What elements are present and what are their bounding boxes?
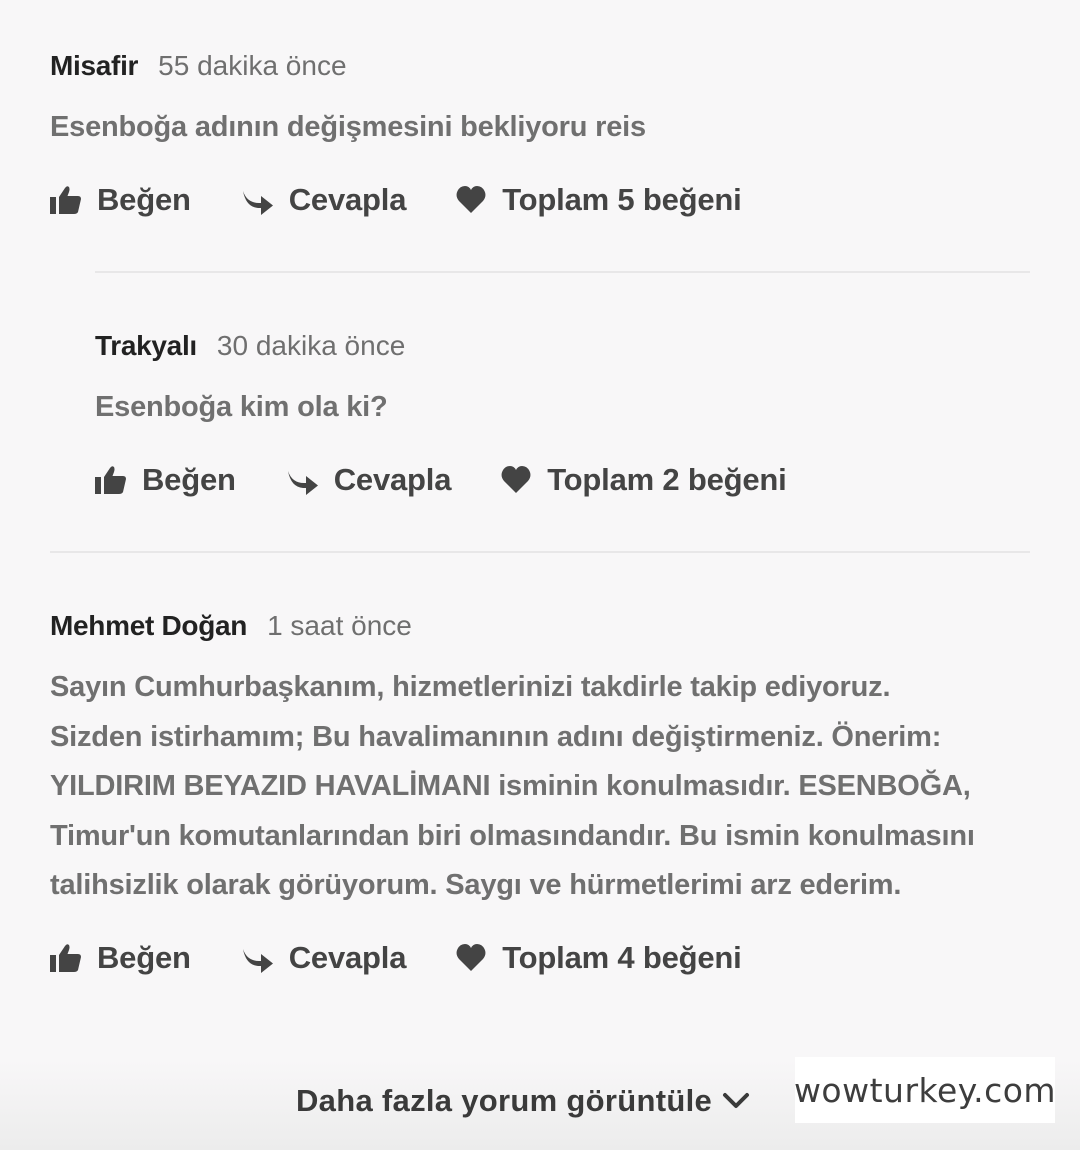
comment-text-line: talihsizlik olarak görüyorum. Saygı ve hürmetlerimi arz ederim. — [50, 869, 902, 901]
comment-author[interactable]: Mehmet Doğan — [50, 610, 248, 641]
reply-arrow-icon — [286, 465, 320, 495]
divider — [50, 551, 1030, 553]
reply-label: Cevapla — [333, 461, 452, 497]
like-label: Beğen — [97, 939, 191, 975]
thumbs-up-icon — [95, 465, 127, 495]
watermark-text: wowturkey.com — [793, 1070, 1057, 1110]
reply-arrow-icon — [241, 185, 275, 215]
like-button[interactable] — [95, 462, 236, 498]
comment-text — [50, 663, 1030, 911]
like-button[interactable] — [50, 940, 191, 976]
comment-actions — [95, 455, 1030, 505]
comment-meta — [95, 326, 1030, 366]
heart-icon — [456, 944, 486, 971]
like-label: Beğen — [97, 181, 191, 217]
comment-meta — [50, 606, 1030, 646]
like-label: Beğen — [142, 461, 236, 497]
comment-time: 30 dakika önce — [216, 330, 406, 361]
comment-author[interactable]: Trakyalı — [95, 330, 197, 361]
comment-text-line: Sizden istirhamım; Bu havalimanının adını değiştirmeniz. Önerim: — [50, 720, 942, 753]
total-likes-label: Toplam 2 beğeni — [547, 461, 787, 497]
divider — [95, 271, 1030, 273]
total-likes — [456, 182, 741, 218]
comment-text: Esenboğa kim ola ki? — [95, 391, 388, 423]
thumbs-up-icon — [50, 185, 82, 215]
reply-button[interactable] — [286, 462, 452, 498]
reply-label: Cevapla — [288, 181, 407, 217]
heart-icon — [456, 186, 486, 213]
reply-arrow-icon — [241, 943, 275, 973]
comment — [50, 606, 1030, 983]
total-likes-label: Toplam 5 beğeni — [502, 181, 742, 217]
comment-actions — [50, 175, 1030, 225]
total-likes — [456, 940, 741, 976]
comment-actions — [50, 933, 1030, 983]
watermark — [795, 1057, 1055, 1123]
chevron-down-icon — [722, 1091, 750, 1111]
comment-time: 1 saat önce — [267, 610, 412, 641]
reply-button[interactable] — [241, 182, 407, 218]
thumbs-up-icon — [50, 943, 82, 973]
comment-meta — [50, 46, 1030, 86]
total-likes-label: Toplam 4 beğeni — [502, 939, 742, 975]
reply-comment — [95, 326, 1030, 505]
load-more-label: Daha fazla yorum görüntüle — [296, 1083, 713, 1118]
heart-icon — [501, 466, 531, 493]
reply-button[interactable] — [241, 940, 407, 976]
total-likes — [501, 462, 786, 498]
comment-text-line: Timur'un komutanlarından biri olmasındandır. Bu ismin konulmasını — [50, 819, 975, 852]
comment-text-line: Sayın Cumhurbaşkanım, hizmetlerinizi takdirle takip ediyoruz. — [50, 671, 891, 703]
comment-author[interactable]: Misafir — [50, 50, 139, 81]
reply-label: Cevapla — [288, 939, 407, 975]
like-button[interactable] — [50, 182, 191, 218]
comment-text-line: YILDIRIM BEYAZID HAVALİMANI isminin konulmasıdır. ESENBOĞA, — [50, 770, 971, 802]
comment-time: 55 dakika önce — [158, 50, 347, 81]
comment — [50, 46, 1030, 225]
load-more-comments-button[interactable] — [296, 1081, 750, 1121]
comment-text: Esenboğa adının değişmesini bekliyoru reis — [50, 111, 646, 143]
